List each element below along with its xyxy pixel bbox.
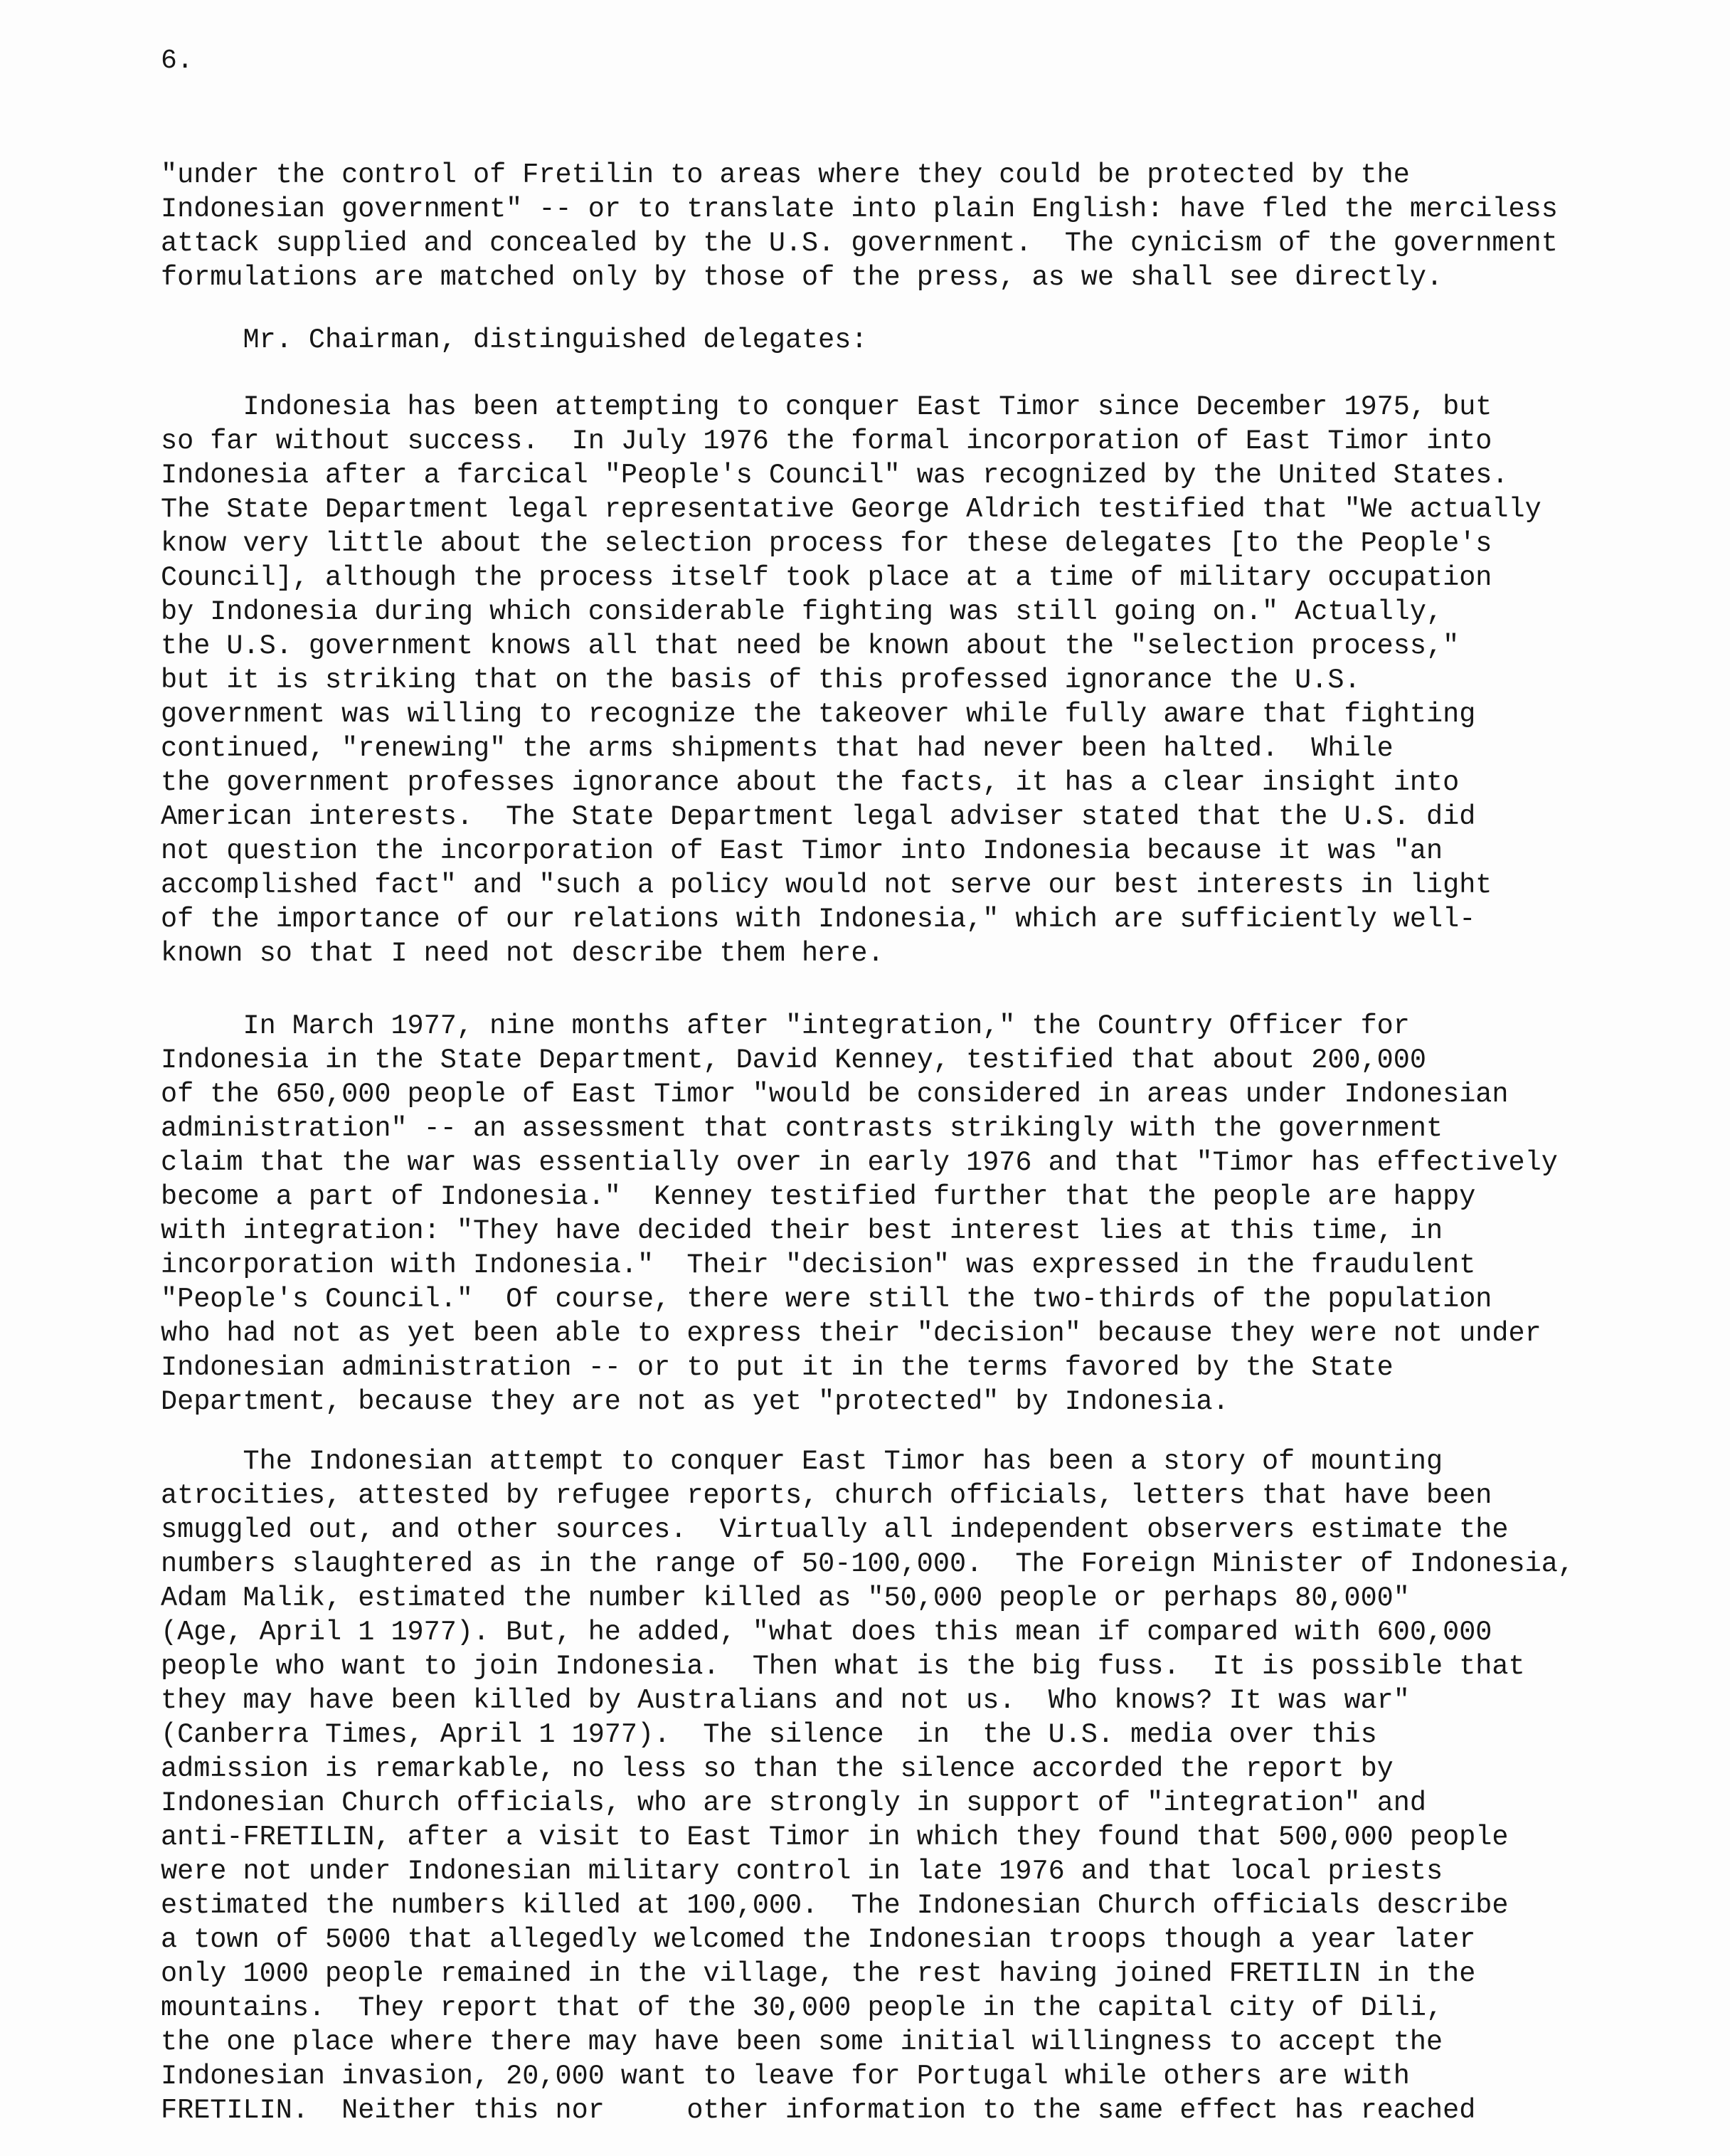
text-line: the one place where there may have been some initial willingness to accept the [161,2026,1443,2058]
text-line: incorporation with Indonesia." Their "decision" was expressed in the fraudulent [161,1249,1476,1281]
text-line: (Age, April 1 1977). But, he added, "what does this mean if compared with 600,000 [161,1617,1492,1648]
paragraph-march-1977 [161,1009,1626,1419]
text-line: Department, because they are not as yet "protected" by Indonesia. [161,1386,1229,1417]
text-line: a town of 5000 that allegedly welcomed the Indonesian troops though a year later [161,1924,1476,1955]
text-line: by Indonesia during which considerable fighting was still going on." Actually, [161,596,1443,628]
text-line: known so that I need not describe them here. [161,938,884,969]
text-line: but it is striking that on the basis of this professed ignorance the U.S. [161,665,1361,696]
text-line: Indonesian administration -- or to put it in the terms favored by the State [161,1352,1394,1383]
text-line: Council], although the process itself took place at a time of military occupation [161,562,1492,593]
text-line: of the importance of our relations with Indonesia," which are sufficiently well- [161,904,1476,935]
text-line: become a part of Indonesia." Kenney testified further that the people are happy [161,1181,1476,1212]
text-line: American interests. The State Department legal adviser stated that the U.S. did [161,801,1476,833]
paragraph-salutation [161,323,1626,357]
text-line: Indonesian Church officials, who are strongly in support of "integration" and [161,1787,1426,1819]
text-line: Mr. Chairman, distinguished delegates: [161,324,868,356]
text-line: who had not as yet been able to express their "decision" because they were not under [161,1318,1541,1349]
text-line: FRETILIN. Neither this nor other information to the same effect has reached [161,2095,1476,2126]
text-line: The State Department legal representative George Aldrich testified that "We actually [161,494,1541,525]
text-line: the government professes ignorance about the facts, it has a clear insight into [161,767,1460,798]
text-line: smuggled out, and other sources. Virtually all independent observers estimate the [161,1514,1509,1545]
text-line: only 1000 people remained in the village, the rest having joined FRETILIN in the [161,1958,1476,1989]
paragraph-continuation [161,158,1626,295]
text-line: Adam Malik, estimated the number killed as "50,000 people or perhaps 80,000" [161,1582,1410,1614]
text-line: atrocities, attested by refugee reports, church officials, letters that have been [161,1480,1492,1511]
text-line: administration" -- an assessment that contrasts strikingly with the government [161,1113,1443,1144]
text-line: "People's Council." Of course, there were still the two-thirds of the population [161,1284,1492,1315]
text-line: The Indonesian attempt to conquer East Timor has been a story of mounting [161,1446,1443,1477]
text-line: so far without success. In July 1976 the formal incorporation of East Timor into [161,426,1492,457]
text-line: with integration: "They have decided their best interest lies at this time, in [161,1215,1443,1247]
text-line: claim that the war was essentially over in early 1976 and that "Timor has effectively [161,1147,1558,1178]
text-line: the U.S. government knows all that need be known about the "selection process," [161,630,1460,662]
text-line: mountains. They report that of the 30,000 people in the capital city of Dili, [161,1992,1443,2024]
text-line: Indonesia in the State Department, David Kenney, testified that about 200,000 [161,1045,1426,1076]
text-line: anti-FRETILIN, after a visit to East Timor in which they found that 500,000 people [161,1822,1509,1853]
page-number: 6. [161,46,193,76]
text-line: Indonesian invasion, 20,000 want to leave for Portugal while others are with [161,2061,1410,2092]
paragraph-indonesian-attempt [161,1444,1626,2128]
text-line: accomplished fact" and "such a policy would not serve our best interests in light [161,870,1492,901]
text-line: continued, "renewing" the arms shipments that had never been halted. While [161,733,1394,764]
text-line: government was willing to recognize the takeover while fully aware that fighting [161,699,1476,730]
text-line: of the 650,000 people of East Timor "would be considered in areas under Indonesian [161,1079,1509,1110]
text-line: admission is remarkable, no less so than the silence accorded the report by [161,1753,1394,1785]
text-line: numbers slaughtered as in the range of 50-100,000. The Foreign Minister of Indonesia, [161,1548,1574,1580]
text-line: (Canberra Times, April 1 1977). The silence in the U.S. media over this [161,1719,1377,1750]
text-line: attack supplied and concealed by the U.S. government. The cynicism of the government [161,228,1558,259]
text-line: In March 1977, nine months after "integration," the Country Officer for [161,1010,1410,1042]
text-line: were not under Indonesian military control in late 1976 and that local priests [161,1856,1443,1887]
text-line: estimated the numbers killed at 100,000. The Indonesian Church officials describe [161,1890,1509,1921]
text-line: they may have been killed by Australians and not us. Who knows? It was war" [161,1685,1410,1716]
text-line: "under the control of Fretilin to areas where they could be protected by the [161,159,1410,191]
text-line: not question the incorporation of East Timor into Indonesia because it was "an [161,835,1443,867]
text-line: Indonesia after a farcical "People's Council" was recognized by the United States. [161,460,1509,491]
text-line: Indonesia has been attempting to conquer East Timor since December 1975, but [161,391,1492,423]
text-line: know very little about the selection process for these delegates [to the People's [161,528,1492,559]
paragraph-indonesia-attempting [161,390,1626,971]
text-line: formulations are matched only by those of the press, as we shall see directly. [161,262,1443,293]
text-line: Indonesian government" -- or to translate into plain English: have fled the merciless [161,194,1558,225]
text-line: people who want to join Indonesia. Then what is the big fuss. It is possible that [161,1651,1525,1682]
